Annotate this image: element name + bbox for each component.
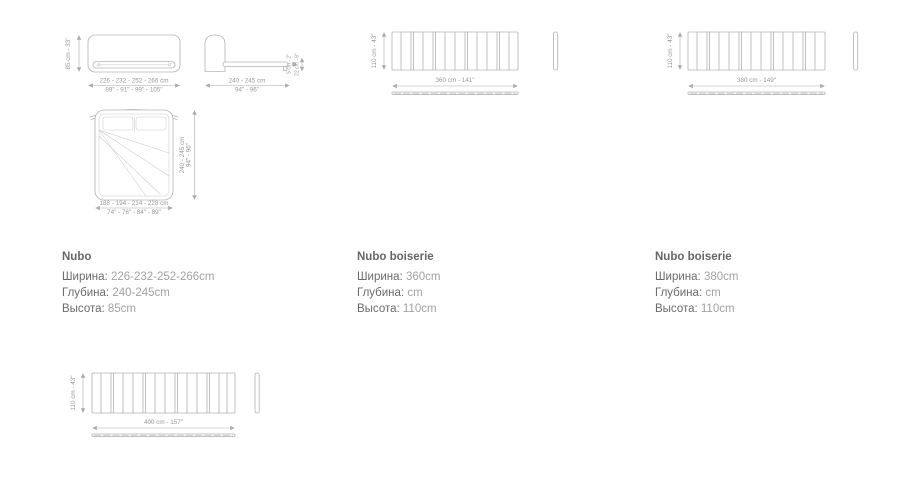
bed-top-depth-dimension-cm: 240 - 245 cm <box>179 136 186 174</box>
spec-value: 85cm <box>107 303 137 315</box>
bed-top-view <box>90 110 195 217</box>
spec-value: 360cm <box>405 271 441 283</box>
bed-height-dimension: 85 cm - 33" <box>65 37 72 70</box>
spec-row <box>655 301 738 317</box>
spec-label: Ширина: <box>357 271 403 283</box>
spec-block-nubo <box>62 249 215 317</box>
spec-value: 226-232-252-266cm <box>110 271 215 283</box>
panel-360-width-dimension: 360 cm - 141" <box>435 77 475 84</box>
boiserie-400-drawing <box>70 373 259 436</box>
bed-width-dimension-in: 89" - 91" - 99" - 105" <box>105 86 163 94</box>
spec-label: Глубина: <box>655 287 703 299</box>
spec-row <box>62 285 215 301</box>
spec-row <box>62 301 215 317</box>
rail-thickness-dimension: 5 cm - 2" <box>286 54 293 74</box>
spec-label: Высота: <box>655 303 698 315</box>
product-title: Nubo boiserie <box>357 251 434 263</box>
spec-row <box>357 269 440 285</box>
spec-value: 110cm <box>402 303 437 315</box>
spec-row <box>655 285 738 301</box>
spec-row <box>357 285 440 301</box>
rail-height-dimension: 22 cm - 8" <box>294 53 301 76</box>
spec-row <box>62 269 215 285</box>
spec-block-boiserie-380 <box>655 249 738 317</box>
spec-value: 380cm <box>703 271 739 283</box>
bed-front-view <box>65 35 180 94</box>
spec-row <box>357 301 440 317</box>
bed-width-dimension-cm: 226 - 232 - 252 - 266 cm <box>99 77 169 85</box>
spec-label: Высота: <box>357 303 400 315</box>
panel-360-height-dimension: 110 cm - 43" <box>371 33 378 69</box>
spec-label: Глубина: <box>357 287 405 299</box>
panel-380-height-dimension: 110 cm - 43" <box>667 33 674 69</box>
bed-depth-dimension-cm: 240 - 245 cm <box>228 77 266 85</box>
spec-label: Ширина: <box>62 271 108 283</box>
panel-400-width-dimension: 400 cm - 157" <box>144 419 183 426</box>
spec-value: cm <box>705 287 721 299</box>
bed-top-width-dimension-cm: 188 - 194 - 214 - 228 cm <box>99 200 169 207</box>
panel-380-width-dimension: 380 cm - 149" <box>737 77 776 84</box>
spec-label: Глубина: <box>62 287 110 299</box>
bed-side-view <box>205 35 302 94</box>
bed-top-width-dimension-in: 74" - 76" - 84" - 89" <box>107 209 161 216</box>
spec-label: Ширина: <box>655 271 701 283</box>
bed-depth-dimension-in: 94" - 96" <box>234 86 260 94</box>
spec-value: cm <box>407 287 423 299</box>
panel-400-height-dimension: 110 cm - 43" <box>70 375 77 411</box>
bed-top-depth-dimension-in: 94" - 96" <box>185 142 193 168</box>
spec-row <box>655 269 738 285</box>
product-title: Nubo boiserie <box>655 251 732 263</box>
spec-label: Высота: <box>62 303 105 315</box>
product-title: Nubo <box>62 251 92 263</box>
spec-block-boiserie-360 <box>357 249 440 317</box>
spec-value: 240-245cm <box>112 287 170 299</box>
boiserie-380-drawing <box>667 32 858 94</box>
boiserie-360-drawing <box>371 32 558 94</box>
spec-value: 110cm <box>700 303 735 315</box>
